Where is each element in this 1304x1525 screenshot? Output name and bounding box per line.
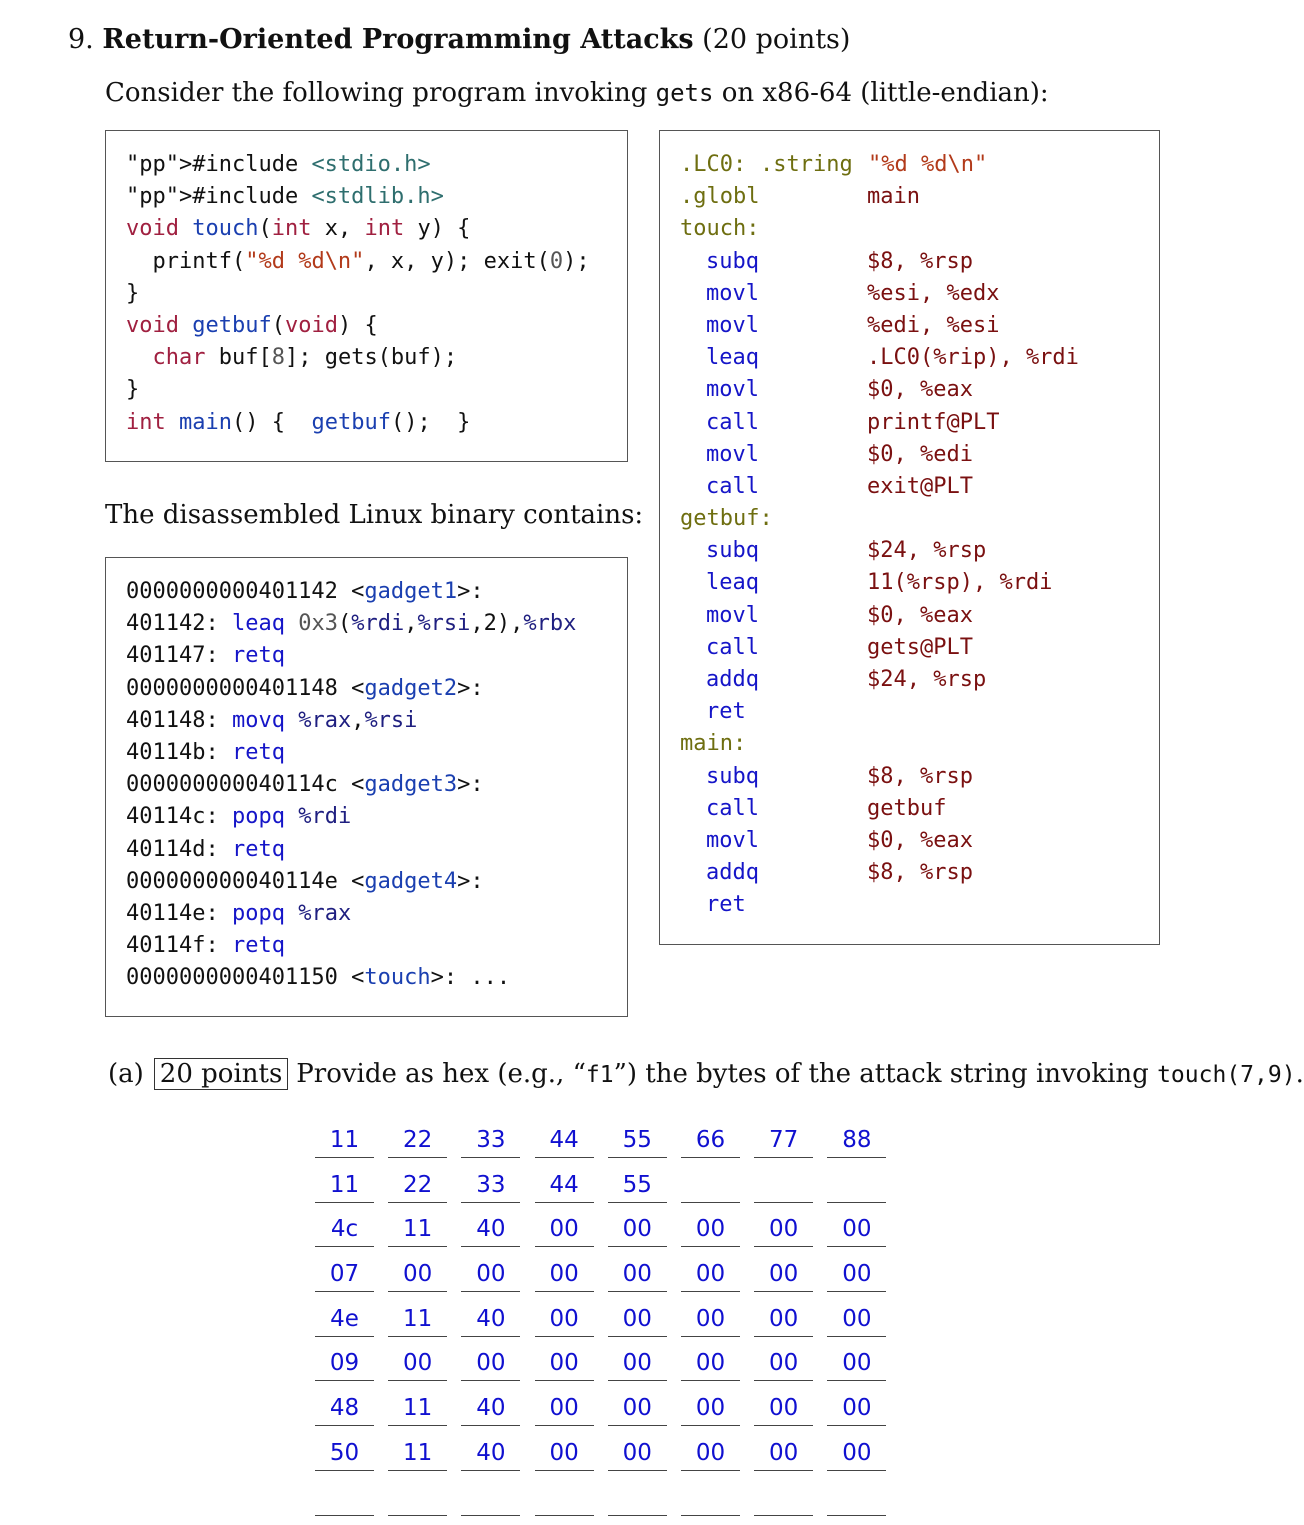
byte-cell[interactable]: 55 bbox=[608, 1123, 667, 1158]
byte-cell[interactable]: 40 bbox=[461, 1212, 520, 1247]
assembly-op: ret bbox=[706, 892, 746, 918]
assembly-args: %edi, %esi bbox=[867, 312, 1000, 338]
byte-cell[interactable]: 09 bbox=[315, 1346, 374, 1381]
byte-cell[interactable]: 00 bbox=[681, 1257, 740, 1292]
byte-cell[interactable]: 00 bbox=[827, 1391, 886, 1426]
byte-cell[interactable] bbox=[827, 1168, 886, 1203]
assembly-op: movl bbox=[706, 312, 759, 338]
byte-cell[interactable]: 00 bbox=[461, 1346, 520, 1381]
assembly-args: .LC0(%rip), %rdi bbox=[867, 345, 1079, 371]
byte-cell[interactable]: 00 bbox=[535, 1257, 594, 1292]
assembly-op: ret bbox=[706, 699, 746, 725]
assembly-args: $0, %edi bbox=[867, 441, 973, 467]
assembly-op: subq bbox=[706, 763, 759, 789]
byte-cell[interactable]: 00 bbox=[608, 1346, 667, 1381]
source-line: } bbox=[126, 377, 140, 403]
byte-cell[interactable]: 00 bbox=[754, 1391, 813, 1426]
byte-cell[interactable]: 00 bbox=[608, 1436, 667, 1471]
byte-cell[interactable]: 33 bbox=[461, 1123, 520, 1158]
byte-cell[interactable]: 66 bbox=[681, 1123, 740, 1158]
byte-cell[interactable]: 00 bbox=[535, 1391, 594, 1426]
byte-cell[interactable]: 48 bbox=[315, 1391, 374, 1426]
disassembly-line: 40114f: retq bbox=[126, 933, 285, 959]
disassembly-line: 401148: movq %rax,%rsi bbox=[126, 707, 418, 733]
byte-cell[interactable]: 50 bbox=[315, 1436, 374, 1471]
byte-cell[interactable]: 00 bbox=[827, 1257, 886, 1292]
byte-cell[interactable]: 11 bbox=[388, 1436, 447, 1471]
assembly-args: getbuf bbox=[867, 795, 947, 821]
byte-cell[interactable]: 4c bbox=[315, 1212, 374, 1247]
assembly-op: leaq bbox=[706, 570, 759, 596]
disassembly-line: 0000000000401150 <touch>: ... bbox=[126, 965, 511, 991]
assembly-args: $0, %eax bbox=[867, 377, 973, 403]
assembly-op: call bbox=[706, 409, 759, 435]
byte-cell[interactable]: 44 bbox=[535, 1168, 594, 1203]
byte-cell[interactable]: 55 bbox=[608, 1168, 667, 1203]
byte-cell[interactable]: 00 bbox=[681, 1346, 740, 1381]
assembly-args: "%d %d\n" bbox=[868, 152, 988, 177]
byte-cell[interactable]: 22 bbox=[388, 1123, 447, 1158]
byte-cell[interactable] bbox=[681, 1481, 740, 1516]
byte-cell[interactable]: 00 bbox=[681, 1302, 740, 1337]
byte-cell[interactable] bbox=[535, 1481, 594, 1516]
byte-cell[interactable]: 11 bbox=[315, 1123, 374, 1158]
byte-cell[interactable]: 00 bbox=[608, 1391, 667, 1426]
question-part: (a) bbox=[108, 1059, 144, 1089]
assembly-args: $8, %rsp bbox=[867, 763, 973, 789]
byte-cell[interactable] bbox=[754, 1481, 813, 1516]
byte-cell[interactable] bbox=[388, 1481, 447, 1516]
question-text: Provide as hex (e.g., “ bbox=[296, 1059, 586, 1089]
source-line: void touch(int x, int y) { bbox=[126, 216, 471, 242]
byte-cell[interactable] bbox=[681, 1168, 740, 1203]
source-code bbox=[126, 149, 590, 439]
byte-cell[interactable]: 40 bbox=[461, 1436, 520, 1471]
assembly-args: %esi, %edx bbox=[867, 280, 1000, 306]
assembly-label: .globl bbox=[680, 184, 760, 210]
byte-cell[interactable]: 44 bbox=[535, 1123, 594, 1158]
assembly-args: gets@PLT bbox=[867, 634, 973, 660]
byte-cell[interactable]: 00 bbox=[535, 1346, 594, 1381]
byte-cell[interactable]: 40 bbox=[461, 1391, 520, 1426]
assembly-args: $8, %rsp bbox=[867, 860, 973, 886]
assembly-op: movl bbox=[706, 377, 759, 403]
assembly-op: call bbox=[706, 634, 759, 660]
byte-cell[interactable]: 00 bbox=[608, 1212, 667, 1247]
assembly-args: 11(%rsp), %rdi bbox=[867, 570, 1053, 596]
byte-cell[interactable]: 00 bbox=[754, 1436, 813, 1471]
source-line: } bbox=[126, 280, 140, 306]
assembly-args: $24, %rsp bbox=[867, 667, 987, 692]
assembly-op: subq bbox=[706, 248, 759, 274]
assembly-args: printf@PLT bbox=[867, 409, 1000, 435]
source-line: "pp">#include <stdio.h> bbox=[126, 152, 431, 177]
assembly-op: movl bbox=[706, 827, 759, 853]
assembly-op: call bbox=[706, 795, 759, 821]
assembly-args: main bbox=[867, 184, 920, 210]
disassembly-line: 40114e: popq %rax bbox=[126, 901, 352, 927]
assembly-label: main: bbox=[680, 731, 747, 757]
disassembly-line: 401142: leaq 0x3(%rdi,%rsi,2),%rbx bbox=[126, 611, 577, 637]
byte-cell[interactable]: 11 bbox=[315, 1168, 374, 1203]
problem-intro bbox=[105, 78, 1049, 108]
disassembly-caption: The disassembled Linux binary contains: bbox=[105, 500, 644, 530]
assembly-args: $24, %rsp bbox=[867, 538, 987, 564]
disassembly-line: 40114d: retq bbox=[126, 836, 285, 862]
source-line: "pp">#include <stdlib.h> bbox=[126, 184, 444, 210]
byte-cell[interactable]: 00 bbox=[754, 1302, 813, 1337]
assembly-args: $0, %eax bbox=[867, 827, 973, 853]
assembly-op: addq bbox=[706, 667, 759, 692]
byte-cell[interactable]: 00 bbox=[388, 1257, 447, 1292]
intro-code: gets bbox=[655, 79, 714, 107]
byte-cell[interactable]: 40 bbox=[461, 1302, 520, 1337]
byte-cell[interactable]: 00 bbox=[535, 1436, 594, 1471]
disassembly-line: 000000000040114e <gadget4>: bbox=[126, 868, 484, 894]
byte-cell[interactable] bbox=[608, 1481, 667, 1516]
byte-cell[interactable]: 00 bbox=[827, 1302, 886, 1337]
byte-cell[interactable]: 00 bbox=[681, 1436, 740, 1471]
byte-cell[interactable]: 77 bbox=[754, 1123, 813, 1158]
problem-heading: Return-Oriented Programming Attacks bbox=[102, 24, 694, 55]
source-line: printf("%d %d\n", x, y); exit(0); bbox=[126, 248, 590, 274]
assembly-box bbox=[659, 130, 1160, 945]
assembly-args: $8, %rsp bbox=[867, 248, 973, 274]
byte-cell[interactable]: 00 bbox=[827, 1436, 886, 1471]
byte-cell[interactable]: 11 bbox=[388, 1391, 447, 1426]
assembly-op: .string bbox=[760, 152, 853, 177]
byte-cell[interactable]: 00 bbox=[754, 1212, 813, 1247]
byte-cell[interactable]: 00 bbox=[754, 1346, 813, 1381]
question-example: f1 bbox=[585, 1062, 614, 1088]
assembly-op: movl bbox=[706, 280, 759, 306]
disassembly-box bbox=[105, 557, 628, 1017]
byte-cell[interactable] bbox=[754, 1168, 813, 1203]
points-box: 20 points bbox=[154, 1058, 289, 1090]
byte-cell[interactable]: 00 bbox=[681, 1391, 740, 1426]
assembly-args: $0, %eax bbox=[867, 602, 973, 628]
byte-cell[interactable] bbox=[827, 1481, 886, 1516]
byte-cell[interactable]: 00 bbox=[535, 1302, 594, 1337]
assembly-op: movl bbox=[706, 441, 759, 467]
problem-title bbox=[68, 24, 850, 55]
byte-cell[interactable]: 33 bbox=[461, 1168, 520, 1203]
source-code-box bbox=[105, 130, 628, 462]
byte-cell[interactable]: 22 bbox=[388, 1168, 447, 1203]
assembly-args: exit@PLT bbox=[867, 473, 973, 499]
disassembly-line: 40114b: retq bbox=[126, 740, 285, 766]
disassembly-line: 0000000000401142 <gadget1>: bbox=[126, 579, 484, 604]
disassembly-line: 0000000000401148 <gadget2>: bbox=[126, 675, 484, 701]
byte-cell[interactable]: 00 bbox=[608, 1257, 667, 1292]
byte-cell[interactable] bbox=[315, 1481, 374, 1516]
source-line: char buf[8]; gets(buf); bbox=[152, 345, 458, 371]
intro-text: Consider the following program invoking bbox=[105, 78, 656, 108]
assembly-label: getbuf: bbox=[680, 506, 773, 532]
disassembly-code bbox=[126, 576, 576, 995]
problem-number: 9. bbox=[68, 24, 94, 55]
disassembly-line: 401147: retq bbox=[126, 643, 285, 669]
problem-points: (20 points) bbox=[702, 24, 851, 55]
disassembly-line: 000000000040114c <gadget3>: bbox=[126, 772, 484, 798]
byte-cell[interactable] bbox=[461, 1481, 520, 1516]
byte-cell[interactable]: 00 bbox=[827, 1212, 886, 1247]
byte-cell[interactable]: 4e bbox=[315, 1302, 374, 1337]
byte-cell[interactable]: 00 bbox=[608, 1302, 667, 1337]
assembly-op: leaq bbox=[706, 345, 759, 371]
byte-cell[interactable]: 00 bbox=[461, 1257, 520, 1292]
byte-cell[interactable]: 00 bbox=[754, 1257, 813, 1292]
assembly-label: .LC0: bbox=[680, 152, 747, 177]
byte-cell[interactable]: 88 bbox=[827, 1123, 886, 1158]
byte-cell[interactable]: 00 bbox=[827, 1346, 886, 1381]
byte-cell[interactable]: 11 bbox=[388, 1212, 447, 1247]
byte-cell[interactable]: 11 bbox=[388, 1302, 447, 1337]
assembly-op: addq bbox=[706, 860, 759, 886]
question-a bbox=[108, 1058, 1304, 1090]
assembly-label: touch: bbox=[680, 216, 760, 242]
question-end: . bbox=[1295, 1059, 1304, 1089]
assembly-op: subq bbox=[706, 538, 759, 564]
disassembly-line: 40114c: popq %rdi bbox=[126, 804, 352, 830]
intro-text-end: on x86-64 (little-endian): bbox=[713, 78, 1049, 108]
question-text-2: ”) the bytes of the attack string invoking bbox=[613, 1059, 1158, 1089]
byte-cell[interactable]: 00 bbox=[535, 1212, 594, 1247]
byte-cell[interactable]: 00 bbox=[388, 1346, 447, 1381]
assembly-op: call bbox=[706, 473, 759, 499]
source-line: void getbuf(void) { bbox=[126, 313, 378, 339]
byte-cell[interactable]: 07 bbox=[315, 1257, 374, 1292]
byte-cell[interactable]: 00 bbox=[681, 1212, 740, 1247]
question-call: touch(7,9) bbox=[1157, 1062, 1296, 1088]
source-line: int main() { getbuf(); } bbox=[126, 409, 471, 435]
assembly-op: movl bbox=[706, 602, 759, 628]
